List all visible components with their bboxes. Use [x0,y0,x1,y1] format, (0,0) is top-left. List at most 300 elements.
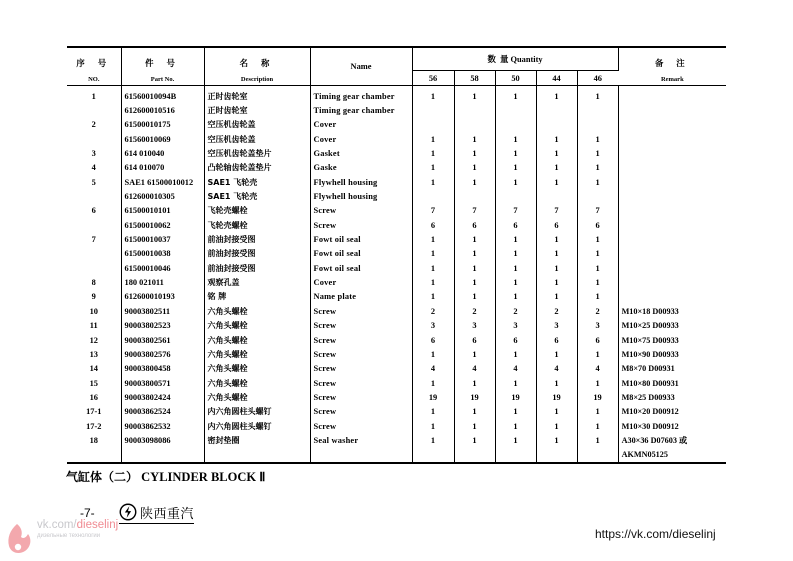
cell-quantity: 7 [536,204,577,218]
cell-quantity: 1 [412,405,454,419]
cell-part-no: 90003802424 [121,390,204,404]
cell-description-cn: 内六角圆柱头螺钉 [204,405,310,419]
cell-quantity: 1 [577,86,618,104]
cell-remark: M10×80 D00931 [621,378,679,388]
cell-quantity: 19 [495,390,536,404]
header-remark [618,47,726,86]
cell-description-cn: 凸轮轴齿轮盖垫片 [204,161,310,175]
cell-no: 9 [67,290,121,304]
cell-no: 14 [67,362,121,376]
cell-quantity [412,189,454,203]
section-title [66,468,265,485]
cell-quantity [536,118,577,132]
cell-remark [618,261,726,275]
cell-quantity: 1 [412,376,454,390]
footer-url: https://vk.com/dieselinj [595,527,716,541]
table-row [67,261,726,275]
cell-description-cn: 内六角圆柱头螺钉 [204,419,310,433]
cell-quantity [412,118,454,132]
cell-description-cn: 空压机齿轮盖垫片 [204,146,310,160]
cell-name-en: Name plate [310,290,412,304]
cell-no [67,218,121,232]
cell-description-cn: 六角头螺栓 [204,347,310,361]
cell-no [67,189,121,203]
cell-quantity [536,103,577,117]
cell-name-en: Gasket [310,146,412,160]
header-model: 56 [412,71,454,86]
cell-part-no: 614 010070 [121,161,204,175]
cell-name-en: Fowt oil seal [310,261,412,275]
cell-description-cn: 六角头螺栓 [204,390,310,404]
cell-quantity: 6 [536,218,577,232]
cell-quantity: 1 [536,290,577,304]
cell-name-en: Screw [310,390,412,404]
cell-name-en: Cover [310,132,412,146]
cell-quantity: 1 [412,347,454,361]
cell-no: 4 [67,161,121,175]
cell-quantity: 4 [536,362,577,376]
cell-quantity: 1 [495,347,536,361]
cell-empty [454,448,495,463]
cell-part-no: 90003802523 [121,319,204,333]
cell-quantity: 2 [412,304,454,318]
cell-description-cn: 前油封接受图 [204,261,310,275]
cell-remark [618,132,726,146]
cell-remark [618,161,726,175]
cell-description-cn: 正时齿轮室 [204,86,310,104]
brand-mark [119,502,194,524]
cell-quantity: 1 [454,290,495,304]
cell-description-cn: 前油封接受图 [204,247,310,261]
cell-quantity: 3 [577,319,618,333]
cell-name-en: Gaske [310,161,412,175]
cell-no: 16 [67,390,121,404]
cell-no: 11 [67,319,121,333]
cell-part-no: 90003802561 [121,333,204,347]
cell-empty [310,448,412,463]
cell-quantity [495,118,536,132]
cell-name-en: Fowt oil seal [310,232,412,246]
cell-quantity: 6 [454,218,495,232]
cell-quantity: 1 [495,261,536,275]
header-part [121,47,204,86]
cell-quantity: 1 [577,175,618,189]
cell-description-cn: 密封垫圈 [204,433,310,447]
cell-quantity: 1 [577,433,618,447]
cell-part-no: 612600010305 [121,189,204,203]
table-row [67,390,726,404]
cell-quantity: 1 [454,419,495,433]
cell-quantity: 2 [495,304,536,318]
table-row [67,347,726,361]
cell-quantity: 1 [495,275,536,289]
cell-remark [618,86,726,104]
cell-description-cn: 六角头螺栓 [204,304,310,318]
cell-name-en: Timing gear chamber [310,103,412,117]
cell-quantity: 1 [536,275,577,289]
cell-remark: M10×30 D00912 [621,421,679,431]
cell-quantity: 1 [454,275,495,289]
table-row [67,146,726,160]
cell-no: 5 [67,175,121,189]
cell-quantity: 1 [454,146,495,160]
cell-quantity: 1 [536,376,577,390]
cell-empty [495,448,536,463]
cell-quantity: 1 [577,161,618,175]
cell-description-cn: SAE1 飞轮壳 [204,175,310,189]
cell-quantity: 1 [577,146,618,160]
header-part-en: Part No. [150,75,175,83]
cell-description-cn: 前油封接受图 [204,232,310,246]
cell-quantity: 6 [412,333,454,347]
cell-no: 12 [67,333,121,347]
table-row-continuation [67,448,726,463]
cell-no: 3 [67,146,121,160]
cell-no [67,103,121,117]
cell-name-en: Cover [310,118,412,132]
cell-empty [121,448,204,463]
cell-no: 17-2 [67,419,121,433]
cell-quantity: 1 [536,161,577,175]
cell-quantity: 7 [454,204,495,218]
page-number: -7- [80,506,95,520]
cell-part-no: 90003862532 [121,419,204,433]
cell-description-cn: 铭 牌 [204,290,310,304]
cell-part-no: 90003802576 [121,347,204,361]
cell-name-en: Timing gear chamber [310,86,412,104]
cell-quantity: 1 [495,433,536,447]
table-row [67,86,726,104]
cell-quantity: 2 [536,304,577,318]
cell-name-en: Fowt oil seal [310,247,412,261]
cell-quantity: 1 [577,405,618,419]
cell-quantity: 19 [577,390,618,404]
cell-quantity: 4 [495,362,536,376]
header-part-cn: 件 号 [145,57,180,68]
cell-part-no: 61560010069 [121,132,204,146]
cell-name-en: Screw [310,362,412,376]
cell-remark: M10×20 D00912 [621,407,679,417]
cell-name-en: Flywhell housing [310,175,412,189]
cell-name-en: Screw [310,319,412,333]
header-desc-cn: 名 称 [239,57,275,68]
cell-quantity: 2 [577,304,618,318]
watermark-logo-icon [4,520,34,558]
cell-description-cn: 六角头螺栓 [204,333,310,347]
cell-no: 2 [67,118,121,132]
cell-quantity: 3 [495,319,536,333]
cell-quantity: 7 [412,204,454,218]
cell-remark-continued: AKMN05125 [618,448,726,463]
cell-part-no: 61500010038 [121,247,204,261]
cell-quantity: 1 [454,405,495,419]
cell-quantity: 1 [412,161,454,175]
watermark-url [37,520,118,532]
cell-remark [618,218,726,232]
cell-quantity: 1 [412,232,454,246]
cell-quantity [495,103,536,117]
cell-description-cn: 空压机齿轮盖 [204,132,310,146]
table-row [67,333,726,347]
cell-quantity: 1 [454,433,495,447]
cell-quantity: 1 [536,86,577,104]
cell-remark [618,290,726,304]
cell-no: 18 [67,433,121,447]
header-description [204,47,310,86]
cell-quantity: 19 [536,390,577,404]
cell-quantity: 19 [412,390,454,404]
cell-quantity: 1 [454,86,495,104]
cell-part-no: 61500010046 [121,261,204,275]
cell-name-en: Screw [310,376,412,390]
cell-no: 10 [67,304,121,318]
cell-quantity: 1 [536,261,577,275]
cell-quantity: 1 [536,347,577,361]
cell-quantity: 1 [454,132,495,146]
cell-quantity: 7 [495,204,536,218]
cell-quantity: 7 [577,204,618,218]
cell-name-en: Cover [310,275,412,289]
cell-empty [577,448,618,463]
cell-quantity: 1 [412,419,454,433]
cell-part-no: 61500010175 [121,118,204,132]
cell-description-cn: 飞轮壳螺栓 [204,204,310,218]
cell-no: 8 [67,275,121,289]
table-row [67,419,726,433]
cell-name-en: Screw [310,304,412,318]
cell-quantity: 1 [536,419,577,433]
table-row [67,319,726,333]
cell-quantity: 1 [577,232,618,246]
cell-quantity: 6 [495,218,536,232]
cell-quantity: 1 [412,261,454,275]
cell-quantity: 1 [536,232,577,246]
cell-quantity: 1 [536,433,577,447]
header-no-cn: 序 号 [76,57,112,68]
table-row [67,290,726,304]
table-row [67,232,726,246]
cell-remark: M10×18 D00933 [621,306,679,316]
header-remark-cn: 备 注 [654,57,690,68]
cell-no [67,261,121,275]
cell-quantity: 3 [536,319,577,333]
cell-remark [618,189,726,203]
cell-remark [618,275,726,289]
cell-quantity: 3 [412,319,454,333]
cell-quantity: 1 [454,247,495,261]
cell-name-en: Screw [310,333,412,347]
table-row [67,304,726,318]
cell-quantity [536,189,577,203]
cell-name-en: Screw [310,218,412,232]
cell-part-no: 61560010094B [121,86,204,104]
cell-quantity: 1 [454,175,495,189]
cell-part-no: 90003800458 [121,362,204,376]
cell-quantity: 1 [495,175,536,189]
cell-part-no: 61500010062 [121,218,204,232]
header-no [67,47,121,86]
cell-remark: M10×75 D00933 [621,335,679,345]
cell-remark [618,247,726,261]
cell-remark: A30×36 D07603 或 [621,435,688,445]
cell-quantity: 3 [454,319,495,333]
cell-remark [618,175,726,189]
cell-part-no: SAE1 61500010012 [121,175,204,189]
cell-empty [204,448,310,463]
brand-name: 陕西重汽 [140,506,195,522]
header-name: Name [310,47,412,86]
table-row [67,161,726,175]
cell-part-no: 180 021011 [121,275,204,289]
cell-quantity [577,118,618,132]
cell-description-cn: 六角头螺栓 [204,319,310,333]
cell-quantity: 1 [412,146,454,160]
cell-no: 6 [67,204,121,218]
cell-quantity: 1 [495,86,536,104]
header-no-en: NO. [88,75,100,83]
cell-empty [536,448,577,463]
cell-remark: M8×25 D00933 [621,392,675,402]
parts-table [67,46,726,464]
header-desc-en: Description [240,75,274,83]
cell-no: 15 [67,376,121,390]
cell-quantity: 1 [577,247,618,261]
cell-quantity: 1 [412,275,454,289]
cell-quantity: 1 [577,275,618,289]
cell-remark [618,103,726,117]
cell-quantity: 1 [495,146,536,160]
cell-part-no: 90003098086 [121,433,204,447]
cell-no: 13 [67,347,121,361]
section-title-cn: 气缸体（二） [66,470,139,484]
cell-description-cn: SAE1 飞轮壳 [204,189,310,203]
cell-part-no: 61500010037 [121,232,204,246]
watermark-subtitle: дизельные технологии [37,532,101,539]
cell-quantity: 6 [454,333,495,347]
table-header [67,47,726,86]
table-row [67,433,726,447]
table-row [67,189,726,203]
cell-quantity [495,189,536,203]
cell-name-en: Screw [310,347,412,361]
watermark [4,520,118,558]
header-model: 50 [495,71,536,86]
header-model: 44 [536,71,577,86]
cell-empty [412,448,454,463]
watermark-url-prefix: vk.com/ [37,519,77,531]
cell-no [67,132,121,146]
header-model: 58 [454,71,495,86]
cell-quantity: 1 [577,419,618,433]
cell-quantity: 1 [454,161,495,175]
cell-remark: M10×25 D00933 [621,321,679,331]
cell-empty [67,448,121,463]
cell-quantity: 19 [454,390,495,404]
cell-remark [618,146,726,160]
cell-quantity: 1 [412,175,454,189]
table-row [67,275,726,289]
cell-quantity: 1 [495,376,536,390]
cell-description-cn: 六角头螺栓 [204,376,310,390]
cell-remark [618,118,726,132]
cell-remark: M10×90 D00933 [621,349,679,359]
cell-quantity [454,103,495,117]
cell-part-no: 90003800571 [121,376,204,390]
cell-part-no: 90003862524 [121,405,204,419]
cell-quantity: 1 [536,146,577,160]
cell-quantity: 1 [412,290,454,304]
cell-no: 17-1 [67,405,121,419]
cell-remark [618,232,726,246]
header-quantity [412,47,618,71]
cell-remark: M8×70 D00931 [621,364,675,374]
cell-part-no: 61500010101 [121,204,204,218]
cell-description-cn: 六角头螺栓 [204,362,310,376]
cell-quantity: 1 [412,247,454,261]
cell-quantity: 1 [536,405,577,419]
cell-quantity: 1 [495,419,536,433]
cell-remark [618,204,726,218]
shacman-logo-icon [119,503,137,521]
cell-quantity: 1 [495,232,536,246]
cell-quantity: 1 [412,132,454,146]
cell-name-en: Screw [310,204,412,218]
section-title-en: CYLINDER BLOCK Ⅱ [141,470,266,484]
cell-quantity: 2 [454,304,495,318]
header-model: 46 [577,71,618,86]
table-row [67,247,726,261]
cell-part-no: 612600010516 [121,103,204,117]
table-row [67,103,726,117]
cell-quantity: 1 [454,376,495,390]
cell-quantity: 1 [577,261,618,275]
cell-name-en: Flywhell housing [310,189,412,203]
cell-description-cn: 正时齿轮室 [204,103,310,117]
cell-part-no: 90003802511 [121,304,204,318]
cell-quantity [454,189,495,203]
cell-quantity: 1 [577,290,618,304]
cell-quantity: 1 [495,247,536,261]
cell-description-cn: 空压机齿轮盖 [204,118,310,132]
cell-quantity: 1 [577,376,618,390]
cell-quantity [454,118,495,132]
cell-quantity: 1 [536,132,577,146]
cell-name-en: Seal washer [310,433,412,447]
cell-quantity: 4 [412,362,454,376]
cell-quantity: 6 [577,333,618,347]
cell-quantity: 1 [412,86,454,104]
cell-no [67,247,121,261]
cell-part-no: 614 010040 [121,146,204,160]
cell-quantity: 6 [536,333,577,347]
watermark-url-accent: dieselinj [76,519,119,531]
table-row [67,405,726,419]
cell-quantity: 1 [577,132,618,146]
table-row [67,175,726,189]
cell-quantity: 1 [495,405,536,419]
cell-name-en: Screw [310,405,412,419]
cell-quantity: 6 [577,218,618,232]
cell-quantity: 1 [454,261,495,275]
cell-name-en: Screw [310,419,412,433]
table-row [67,218,726,232]
cell-quantity [412,103,454,117]
cell-description-cn: 观察孔盖 [204,275,310,289]
cell-quantity: 1 [536,247,577,261]
cell-quantity: 4 [577,362,618,376]
table-row [67,362,726,376]
header-qty-cn: 数 [487,53,496,64]
